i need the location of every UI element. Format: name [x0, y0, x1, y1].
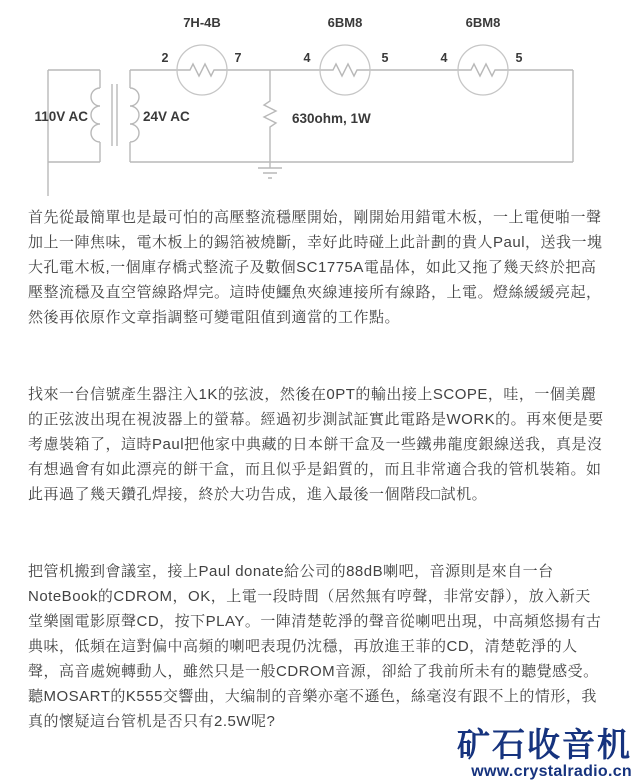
tube1-pin-right: 7	[234, 51, 242, 65]
site-watermark	[457, 728, 632, 780]
crystalradio-logo: 矿石收音机	[457, 726, 632, 763]
tube2-label: 6BM8	[327, 15, 363, 30]
paragraph-build-psu: 首先從最簡單也是最可怕的高壓整流穩壓開始，剛開始用錯電木板，一上電便啪一聲加上一陣焦味，電木板上的錫箔被燒斷，幸好此時碰上此計劃的貴人Paul，送我一塊大孔電木板,一個庫存橋式整流子及數個SC1775A電晶体，如此又拖了幾天終於把高壓整流穩及直空管線路焊完。這時使鱷魚夾線連接所有線路，上電。燈絲緩緩亮起，然後再依原作文章指調整可變電阻值到適當的工作點。	[28, 209, 603, 326]
transformer-symbol	[48, 70, 139, 196]
tube1-pin-left: 2	[161, 51, 169, 65]
paragraph-test-and-case: 找來一台信號產生器注入1K的弦波，然後在0PT的輸出接上SCOPE，哇，一個美麗的正弦波出現在視波器上的螢幕。經過初步測試証實此電路是WORK的。再來便是要考慮裝箱了，這時Paul把他家中典藏的日本餅干盒及一些鐵弗龍度銀線送我，真是沒有想過會有如此漂亮的餅干盒，而且似乎是鋁質的，而且非常適合我的管机裝箱。如此再過了幾天鑽孔焊接，終於大功告成，進入最後一個階段□試机。	[28, 386, 604, 503]
resistor-value-label: 630ohm, 1W	[292, 111, 371, 126]
primary-voltage-label: 110V AC	[34, 109, 88, 124]
tube2-pin-right: 5	[381, 51, 389, 65]
tube3-pin-left: 4	[440, 51, 448, 65]
heater-circuit-diagram	[0, 0, 637, 200]
paragraph-listening: 把管机搬到會議室，接上Paul donate給公司的88dB喇吧，音源則是來自一台NoteBook的CDROM，OK，上電一段時間（居然無有哼聲，非常安靜），放入新天堂樂園電影原聲CD，按下PLAY。一陣清楚乾淨的聲音從喇吧出現，中高頻悠揚有古典味，低頻在這對偏中高頻的喇吧表現仍沈穩，再放進王菲的CD，清楚乾淨的人聲，高音處婉轉動人，雖然只是一般CDROM音源，卻給了我前所未有的聽覺感受。聽MOSART的K555交響曲，大编制的音樂亦毫不遜色，絲毫沒有跟不上的情形，我真的懷疑這台管机是否只有2.5W呢?	[28, 563, 602, 730]
tube1-label: 7H-4B	[183, 15, 221, 30]
tube2-pin-left: 4	[303, 51, 311, 65]
tube3-pin-right: 5	[515, 51, 523, 65]
secondary-voltage-label: 24V AC	[143, 109, 190, 124]
crystalradio-url: www.crystalradio.cn	[471, 763, 632, 780]
tube3-label: 6BM8	[465, 15, 501, 30]
article-body	[28, 200, 606, 734]
